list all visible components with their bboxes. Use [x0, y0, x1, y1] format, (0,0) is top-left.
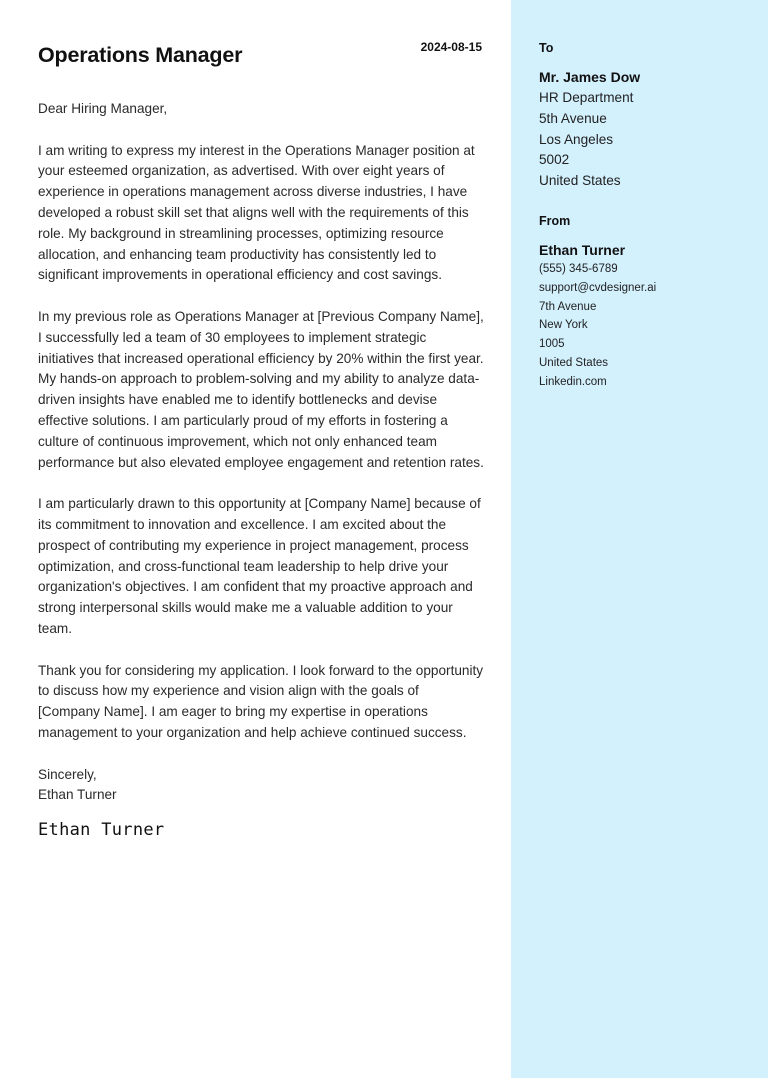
sender-postcode: 1005 — [539, 338, 565, 351]
sender-name: Ethan Turner — [539, 242, 626, 258]
closing — [38, 765, 484, 807]
paragraph-motivation: I am particularly drawn to this opportunity at [Company Name] because of its commitment to innovation and excellence. I am excited about the prospect of contributing my experience in project management, process optimization, and cross-functional team leadership to help drive your organization's objectives. I am confident that my proactive approach and strong interpersonal skills would make me a valuable addition to your team. — [38, 496, 481, 636]
paragraph-experience: In my previous role as Operations Manager at [Previous Company Name], I successfully led a team of 30 employees to implement strategic initiatives that increased operational efficiency by 20% within the first year. My hands-on approach to problem-solving and my ability to analyze data-driven insights have enabled me to identify bottlenecks and devise effective solutions. I am particularly proud of my efforts in fostering a culture of continuous improvement, which not only enhanced team performance but also elevated employee engagement and retention rates. — [38, 308, 484, 470]
letter-content — [38, 99, 484, 806]
recipient-city: Los Angeles — [539, 131, 614, 147]
sender-country: United States — [539, 356, 609, 369]
sender-street: 7th Avenue — [539, 300, 597, 313]
closing-phrase: Sincerely, — [38, 766, 97, 782]
sender-heading: From — [539, 214, 571, 228]
recipient-country: United States — [539, 173, 621, 189]
sender-contact — [539, 260, 656, 392]
page-title: Operations Manager — [38, 43, 243, 67]
recipient-department: HR Department — [539, 90, 634, 105]
sender-linkedin: Linkedin.com — [539, 375, 607, 388]
signature: Ethan Turner — [38, 820, 165, 840]
paragraph-intro: I am writing to express my interest in the Operations Manager position at your esteemed organization, as advertised. With over eight years of experience in operations management across diverse industries, I have developed a robust skill set that aligns well with the requirements of this role. My background in streamlining processes, optimizing resource allocation, and enhancing team productivity has consistently led to significant improvements in operational efficiency and cost savings. — [38, 142, 475, 283]
sender-city: New York — [539, 319, 588, 332]
salutation: Dear Hiring Manager, — [38, 101, 168, 116]
recipient-street: 5th Avenue — [539, 110, 607, 126]
closing-name: Ethan Turner — [38, 787, 117, 803]
recipient-address — [539, 88, 633, 192]
sender-email: support@cvdesigner.ai — [539, 281, 657, 294]
letter-date: 2024-08-15 — [420, 40, 482, 54]
sender-phone: (555) 345-6789 — [539, 263, 618, 275]
recipient-postcode: 5002 — [539, 152, 570, 168]
recipient-name: Mr. James Dow — [539, 69, 641, 85]
recipient-heading: To — [539, 41, 554, 55]
paragraph-thanks: Thank you for considering my application. I look forward to the opportunity to discuss how my experience and vision align with the goals of [Company Name]. I am eager to bring my expertise in operations management to your organization and help achieve continued success. — [38, 662, 484, 740]
